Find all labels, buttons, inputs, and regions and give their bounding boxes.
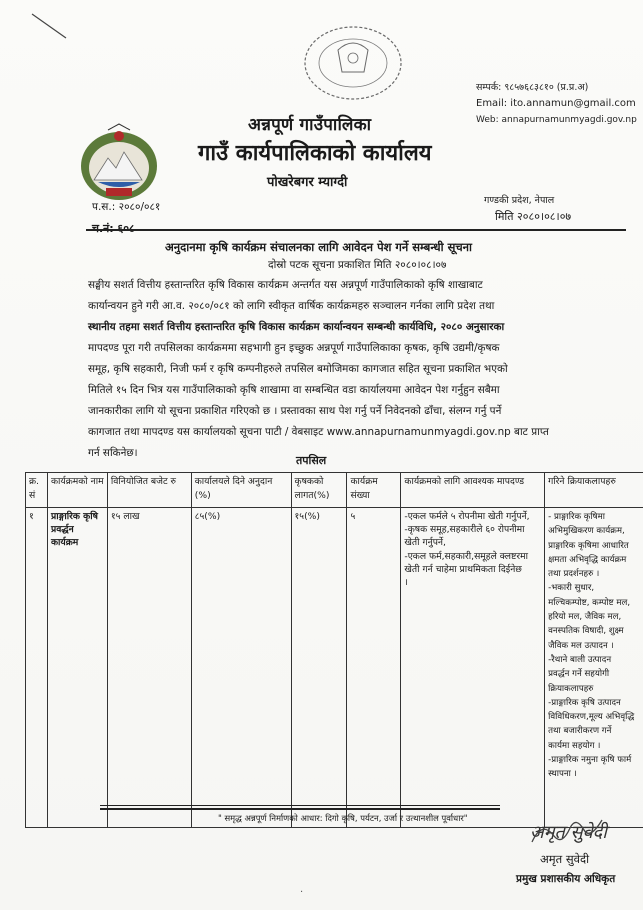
signature-strokes — [528, 816, 608, 850]
office-name: गाउँ कार्यपालिकाको कार्यालय — [198, 140, 432, 166]
office-stamp — [298, 18, 408, 108]
activity-line: तथा प्रदर्शनहरु । — [548, 569, 600, 580]
notice-line: जानकारीका लागि यो सूचना प्रकाशित गरिएको छ । प्रस्तावका साथ पेश गर्नु पर्ने निवेदनको ढाँचा, संलग्न गर्नु पर्ने — [88, 405, 502, 417]
notice-line: समूह, कृषि सहकारी, निजी फर्म र कृषि कम्पनीहरुले तपसिल बमोजिमका कागजात सहित सूचना प्रकाशित भएको — [88, 363, 508, 375]
activity-line: -रैथाने बाली उत्पादन — [548, 654, 612, 665]
table-cell-criteria — [401, 508, 545, 828]
notice-subtitle: दोस्रो पटक सूचना प्रकाशित मिति २०८०।०८।०७ — [268, 259, 447, 271]
municipality-name: अन्नपूर्ण गाउँपालिका — [248, 115, 372, 135]
footer-slogan: " समृद्ध अन्नपूर्ण निर्माणको आधार: दिगो कृषि, पर्यटन, उर्जा र उत्थानशील पूर्वाधार" — [218, 813, 468, 823]
notice-line: कागजात तथा मापदण्ड यस कार्यालयको सूचना पाटी / वेबसाइट www.annapurnamunmyagdi.gov.np बाट प्राप्त — [88, 426, 549, 438]
activity-line: कार्यमा सहयोग । — [548, 740, 601, 751]
table-header-cell: क्र. सं — [26, 473, 48, 508]
table-header-cell: विनियोजित बजेट रु — [107, 473, 191, 508]
website-text: Web: annapurnamunmyagdi.gov.np — [476, 115, 637, 125]
activity-line: क्रियाकलापहरु — [548, 683, 594, 694]
table-cell-program-name: प्राङ्गारिक कृषि प्रवर्द्धन कार्यक्रम — [47, 508, 107, 828]
table-cell-activities — [545, 508, 643, 828]
notice-line: सङ्घीय सशर्त वित्तीय हस्तान्तरित कृषि विकास कार्यक्रम अन्तर्गत यस अन्नपूर्ण गाउँपालिकाको कृषि शाखाबाट — [88, 279, 483, 291]
activity-line: विविधिकरण,मूल्य अभिवृद्धि — [548, 712, 635, 723]
email-text: Email: ito.annamun@gmail.com — [476, 98, 636, 109]
table-header-row — [26, 473, 643, 508]
activity-line: - प्राङ्गारिक कृषिमा — [548, 512, 605, 522]
table-cell-budget: १५ लाख — [107, 508, 191, 828]
table-cell-subsidy: ८५(%) — [191, 508, 291, 828]
signatory-name: अमृत सुवेदी — [540, 852, 590, 866]
notice-line: कार्यान्वयन हुने गरी आ.व. २०८०/०८१ को लागि स्वीकृत वार्षिक कार्यक्रमहरु सञ्चालन गर्नका लागि प्रदेश तथा — [88, 300, 495, 312]
activity-line: अभिमुखिकरण कार्यक्रम, — [548, 526, 625, 537]
notice-title: अनुदानमा कृषि कार्यक्रम संचालनका लागि आवेदन पेश गर्ने सम्बन्धी सूचना — [165, 240, 473, 254]
nepal-emblem — [78, 122, 160, 202]
table-header-cell: कृषकको लागत(%) — [291, 473, 347, 508]
phone-text: सम्पर्क: ९८५७६८३८१० (प्र.प्र.अ) — [476, 82, 589, 93]
activity-line: प्रवर्द्धन गर्ने सहयोगी — [548, 669, 610, 680]
notice-line: मितिले १५ दिन भित्र यस गाउँपालिकाको कृषि शाखामा वा सम्बन्धित वडा कार्यालयमा आवेदन पेश गर्नुहुन सबैमा — [88, 384, 500, 396]
location-name: पोखरेबगर म्याग्दी — [267, 175, 348, 190]
reference-number: प.स.: २०८०/०८१ — [92, 201, 161, 213]
criteria-line: -एकल फर्म,सहकारी,समूहले क्लष्टरमा खेती गर्न चाहेमा प्राथमिकता दिईनेछ — [404, 550, 529, 575]
table-cell-count: ५ — [347, 508, 401, 828]
activity-line: -प्राङ्गारिक नमुना कृषि फार्म — [548, 755, 632, 766]
activity-line: मल्चिकम्पोष्ट, कम्पोष्ट मल, — [548, 597, 631, 608]
table-header-cell: कार्यक्रमको नाम — [47, 473, 107, 508]
signature-scribble: अमृत सुवेदी — [530, 822, 607, 843]
criteria-line: । — [404, 577, 408, 589]
activity-line: जैविक मल उत्पादन । — [548, 640, 614, 651]
activity-line: -प्राङ्गारिक कृषि उत्पादन — [548, 697, 621, 708]
notice-body — [88, 275, 608, 464]
table-cell-farmer-cost: १५(%) — [291, 508, 347, 828]
table-header-cell: कार्यक्रम संख्या — [347, 473, 401, 508]
footer-rule-top — [100, 805, 500, 806]
signatory-title: प्रमुख प्रशासकीय अधिकृत — [516, 873, 616, 885]
notice-line: स्थानीय तहमा सशर्त वित्तीय हस्तान्तरित कृषि विकास कार्यक्रम कार्यान्वयन सम्बन्धी कार्यविधि, २०८० अनुसारका — [88, 321, 505, 333]
activity-line: वनस्पतिक विषादी, शुक्ष्म — [548, 626, 624, 637]
page-speck: . — [300, 884, 304, 895]
table-cell-sn: १ — [26, 508, 48, 828]
activity-line: तथा बजारीकरण गर्ने — [548, 726, 612, 737]
activity-line: स्थापना । — [548, 769, 577, 780]
activity-line: प्राङ्गारिक कृषिमा आधारित — [548, 540, 629, 551]
table-header-cell: कार्यक्रमको लागि आवश्यक मापदण्ड — [401, 473, 545, 508]
criteria-line: -कृषक समूह,सहकारीले ६० रोपनीमा खेती गर्नुपर्ने, — [404, 524, 525, 549]
header-rule — [86, 229, 626, 231]
table-row — [26, 508, 643, 828]
notice-line: गर्न सकिनेछ। — [88, 447, 138, 459]
province-text: गण्डकी प्रदेश, नेपाल — [484, 195, 555, 206]
program-table — [25, 472, 643, 828]
date-text: मिति २०८०।०८।०७ — [495, 210, 572, 223]
notice-line: मापदण्ड पूरा गरी तपसिलका कार्यक्रममा सहभागी हुन इच्छुक अन्नपूर्ण गाउँपालिकाका कृषक, कृषि उद्यमी/कृषक — [88, 342, 500, 354]
activity-line: -भकारी सुधार, — [548, 583, 595, 594]
activity-line: क्षमता अभिवृद्धि कार्यक्रम — [548, 554, 627, 565]
criteria-line: -एकल फर्मले ५ रोपनीमा खेती गर्नुपर्ने, — [404, 511, 530, 522]
activity-line: हरियो मल, जैविक मल, — [548, 612, 622, 623]
table-header-cell: गरिने क्रियाकलापहरु — [545, 473, 643, 508]
schedule-label: तपसिल — [296, 454, 327, 467]
table-header-cell: कार्यालयले दिने अनुदान (%) — [191, 473, 291, 508]
footer-rule-bottom — [100, 808, 500, 810]
corner-mark — [30, 12, 70, 42]
